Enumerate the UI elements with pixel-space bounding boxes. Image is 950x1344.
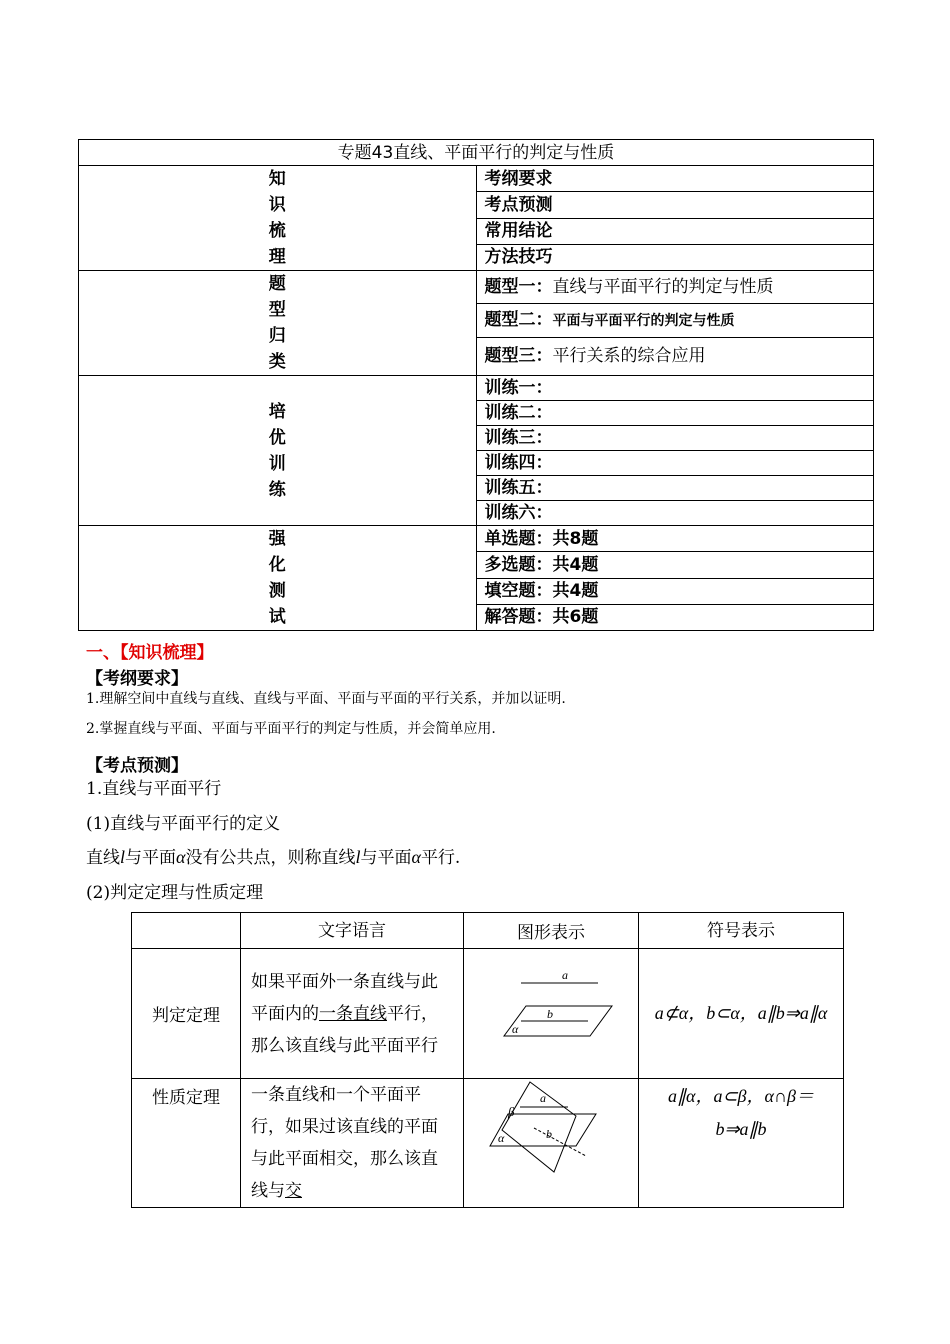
outline-item[interactable]: 单选题：共8题 bbox=[476, 526, 874, 552]
prediction-1: 1.直线与平面平行 bbox=[86, 779, 222, 799]
row-name: 判定定理 bbox=[132, 949, 241, 1079]
requirements-title: 【考纲要求】 bbox=[86, 669, 188, 689]
outline-item[interactable]: 训练一： bbox=[476, 376, 874, 401]
outline-item[interactable]: 训练四： bbox=[476, 451, 874, 476]
row-text: 一条直线和一个平面平行，如果过该直线的平面与此平面相交，那么该直线与交 bbox=[241, 1079, 464, 1208]
outline-item[interactable]: 考纲要求 bbox=[476, 166, 874, 192]
row-name: 性质定理 bbox=[132, 1079, 241, 1208]
theorem-title: (2)判定定理与性质定理 bbox=[86, 883, 264, 903]
row-text: 如果平面外一条直线与此平面内的一条直线平行，那么该直线与此平面平行 bbox=[241, 949, 464, 1079]
header-empty bbox=[132, 913, 241, 949]
definition-text: 直线l与平面α没有公共点，则称直线l与平面α平行. bbox=[86, 847, 461, 868]
label-a: a bbox=[562, 968, 568, 982]
section-heading: 一、【知识梳理】 bbox=[86, 643, 214, 663]
header-figure: 图形表示 bbox=[464, 913, 639, 949]
outline-item[interactable]: 训练二： bbox=[476, 401, 874, 426]
figure-cell bbox=[464, 949, 639, 1079]
label-alpha: α bbox=[498, 1131, 505, 1145]
outline-table bbox=[78, 139, 874, 631]
group-side-training: 培 优 训 练 bbox=[79, 376, 477, 526]
theorem-table bbox=[131, 912, 844, 1208]
outline-item[interactable]: 方法技巧 bbox=[476, 244, 874, 270]
outline-item[interactable]: 训练五： bbox=[476, 476, 874, 501]
group-side-types: 题 型 归 类 bbox=[79, 271, 477, 376]
outline-title: 专题43直线、平面平行的判定与性质 bbox=[79, 140, 874, 166]
definition-title: (1)直线与平面平行的定义 bbox=[86, 814, 281, 834]
outline-item[interactable]: 考点预测 bbox=[476, 192, 874, 218]
header-text: 文字语言 bbox=[241, 913, 464, 949]
outline-item[interactable]: 题型二：平面与平面平行的判定与性质 bbox=[476, 304, 874, 337]
label-alpha: α bbox=[512, 1022, 519, 1036]
outline-item[interactable]: 多选题：共4题 bbox=[476, 552, 874, 578]
group-side-tests: 强 化 测 试 bbox=[79, 526, 477, 631]
label-beta: β bbox=[508, 1104, 515, 1119]
outline-item[interactable]: 训练三： bbox=[476, 426, 874, 451]
label-b: b bbox=[546, 1127, 552, 1141]
header-symbol: 符号表示 bbox=[639, 913, 844, 949]
outline-item[interactable]: 题型一：直线与平面平行的判定与性质 bbox=[476, 271, 874, 304]
outline-item[interactable]: 填空题：共4题 bbox=[476, 578, 874, 604]
outline-item[interactable]: 训练六： bbox=[476, 501, 874, 526]
row-symbol: a⊄α，b⊂α，a∥b⇒a∥α bbox=[639, 949, 844, 1079]
property-figure bbox=[476, 1080, 626, 1175]
row-symbol: a∥α，a⊂β，α∩β＝ b⇒a∥b bbox=[639, 1079, 844, 1208]
predictions-title: 【考点预测】 bbox=[86, 756, 188, 776]
label-a: a bbox=[540, 1091, 546, 1105]
label-b: b bbox=[547, 1007, 553, 1021]
judgment-figure bbox=[476, 966, 626, 1056]
outline-item[interactable]: 题型三：平行关系的综合应用 bbox=[476, 337, 874, 375]
outline-item[interactable]: 常用结论 bbox=[476, 218, 874, 244]
group-side-knowledge: 知 识 梳 理 bbox=[79, 166, 477, 271]
requirement-2: 2.掌握直线与平面、平面与平面平行的判定与性质，并会简单应用. bbox=[86, 721, 496, 737]
requirement-1: 1.理解空间中直线与直线、直线与平面、平面与平面的平行关系，并加以证明. bbox=[86, 691, 566, 707]
figure-cell bbox=[464, 1079, 639, 1208]
outline-item[interactable]: 解答题：共6题 bbox=[476, 604, 874, 630]
